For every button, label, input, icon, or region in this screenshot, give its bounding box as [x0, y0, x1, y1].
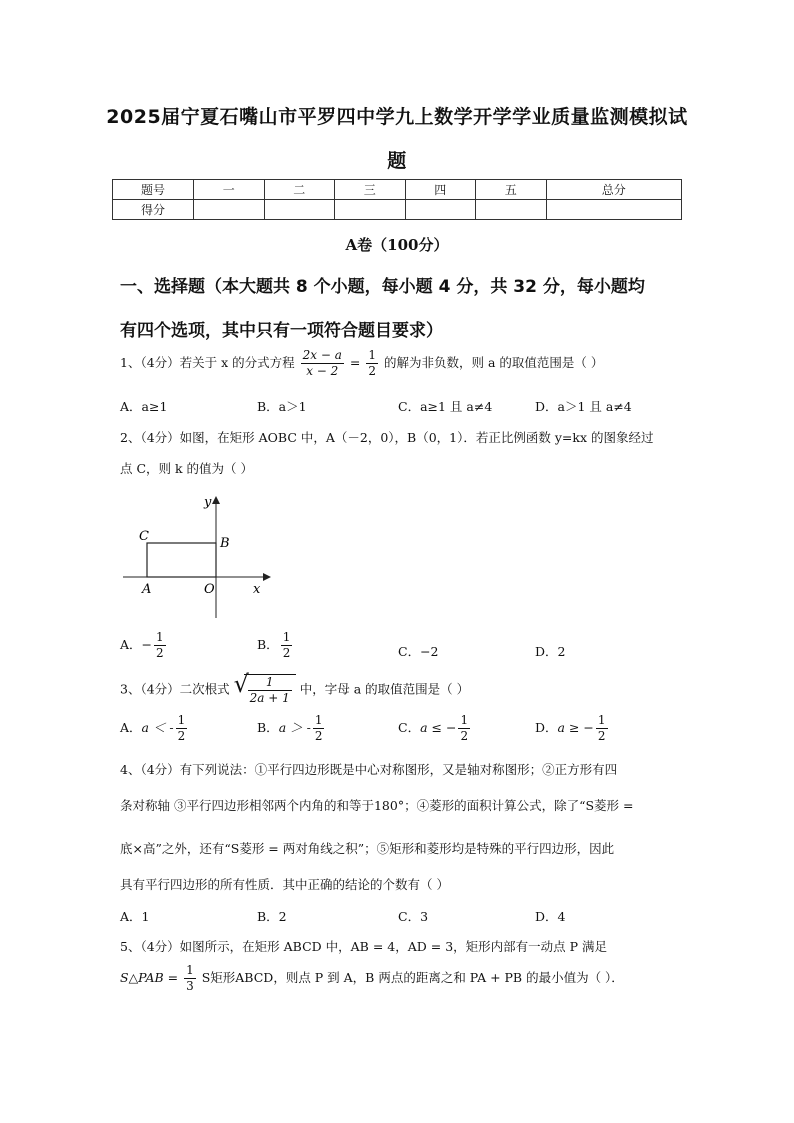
q3-radical [233, 670, 296, 706]
q3-option-b-num: 1 [314, 713, 323, 727]
q1-suffix: 的解为非负数，则 a 的取值范围是（ ） [383, 355, 604, 370]
q3-option-d-rel: a ≥ − [557, 720, 594, 735]
q3-option-c-num: 1 [460, 713, 469, 727]
q3-option-c-rel: a ≤ − [420, 720, 457, 735]
q3-option-a-label: A． [120, 720, 142, 735]
q3-option-d-den: 2 [597, 729, 606, 743]
q5-s-right: S矩形ABCD，则点 P 到 A，B 两点的距离之和 PA + PB 的最小值为（ ）． [201, 970, 624, 985]
label-y: y [204, 495, 212, 510]
score-input-cell[interactable] [194, 200, 265, 220]
q1-option-a[interactable]: A．a≥1 [120, 399, 168, 414]
score-cell: 五 [476, 180, 547, 200]
q3-option-a-fraction [176, 713, 188, 744]
score-cell: 三 [335, 180, 406, 200]
q2-option-c-text: −2 [420, 644, 439, 659]
q2-option-c-label: C． [398, 644, 421, 659]
q3-option-c-den: 2 [460, 729, 469, 743]
q2-option-b-num: 1 [282, 630, 291, 644]
score-cell: 一 [194, 180, 265, 200]
score-cell: 题号 [113, 180, 194, 200]
q1-frac2-num: 1 [368, 348, 376, 362]
rectangle-aobc [147, 543, 216, 577]
score-input-cell[interactable] [335, 200, 406, 220]
q1-fraction-1 [301, 348, 344, 379]
q3-option-c[interactable] [398, 713, 472, 744]
q3-option-b-rel: a ＞ - [278, 720, 311, 735]
question-4-line2: 条对称轴 ③平行四边形相邻两个内角的和等于180°；④菱形的面积计算公式，除了“S菱形 = [120, 798, 634, 813]
exam-title-line1: 2025届宁夏石嘴山市平罗四中学九上数学开学学业质量监测模拟试 [106, 106, 688, 128]
q1-fraction-2 [366, 348, 378, 379]
q3-option-d-num: 1 [597, 713, 606, 727]
q1-frac1-den: x − 2 [306, 364, 339, 378]
q4-option-b[interactable]: B．2 [257, 909, 287, 924]
section-label: A卷（100分） [345, 236, 449, 254]
question-4-line4: 具有平行四边形的所有性质．其中正确的结论的个数有（ ） [120, 877, 449, 892]
q2-option-c[interactable] [398, 642, 439, 660]
score-cell: 四 [405, 180, 476, 200]
q2-figure [115, 490, 275, 620]
q5-s-left: S△PAB = [120, 970, 179, 985]
question-1 [120, 348, 603, 379]
part1-heading-line2: 有四个选项，其中只有一项符合题目要求） [120, 321, 443, 341]
q1-frac2-den: 2 [368, 364, 376, 378]
q2-option-a-num: 1 [156, 630, 164, 644]
q2-option-d[interactable] [535, 642, 565, 660]
score-table [112, 179, 682, 220]
q3-option-d[interactable] [535, 713, 610, 744]
q3-option-a-den: 2 [177, 729, 186, 743]
q2-option-a-sign: − [141, 637, 153, 652]
q3-option-d-fraction [596, 713, 608, 744]
q3-option-b-label: B． [257, 720, 279, 735]
q2-option-a-fraction [154, 630, 166, 661]
q1-prefix: 1、（4分）若关于 x 的分式方程 [120, 355, 295, 370]
q2-option-d-label: D． [535, 644, 558, 659]
score-input-cell[interactable] [476, 200, 547, 220]
score-table-header-row [113, 180, 682, 200]
question-2-line1: 2、（4分）如图，在矩形 AOBC 中，A（－2，0），B（0，1）．若正比例函数 y=kx 的图象经过 [120, 430, 654, 445]
question-4-line3: 底×高”之外，还有“S菱形 = 两对角线之积”；⑤矩形和菱形均是特殊的平行四边形，因此 [120, 841, 615, 856]
score-input-cell[interactable] [264, 200, 335, 220]
q3-rad-den: 2a + 1 [249, 691, 290, 705]
score-cell: 得分 [113, 200, 194, 220]
q5-frac-num: 1 [186, 963, 194, 977]
q1-option-c[interactable]: C．a≥1 且 a≠4 [398, 399, 493, 414]
q2-option-a-label: A． [120, 637, 142, 652]
q2-option-b-label: B． [257, 637, 279, 652]
y-axis-arrow [212, 496, 220, 504]
q3-rad-num: 1 [248, 675, 292, 691]
q2-option-b-den: 2 [282, 646, 291, 660]
q3-option-b-fraction [313, 713, 325, 744]
q1-equals: = [349, 355, 361, 370]
q5-fraction [184, 963, 196, 994]
q2-option-d-text: 2 [557, 644, 566, 659]
q3-option-a-num: 1 [177, 713, 186, 727]
question-5-line1: 5、（4分）如图所示，在矩形 ABCD 中，AB = 4，AD = 3，矩形内部有一动点 P 满足 [120, 939, 608, 954]
label-x: x [253, 582, 261, 597]
q3-radicand [248, 675, 292, 706]
score-cell: 二 [264, 180, 335, 200]
q2-option-a[interactable] [120, 630, 168, 661]
sqrt-symbol: √ [233, 670, 249, 698]
score-table-score-row [113, 200, 682, 220]
question-5-line2 [120, 963, 624, 994]
q2-option-b[interactable] [257, 630, 294, 661]
q1-option-b[interactable]: B．a＞1 [257, 399, 307, 414]
label-a: A [142, 582, 152, 597]
q3-option-c-label: C． [398, 720, 421, 735]
q3-suffix: 中，字母 a 的取值范围是（ ） [299, 681, 470, 697]
score-cell: 总分 [546, 180, 682, 200]
label-o: O [204, 582, 215, 597]
q3-prefix: 3、（4分）二次根式 [120, 681, 230, 697]
q1-option-d[interactable]: D．a＞1 且 a≠4 [535, 399, 632, 414]
label-b: B [220, 536, 230, 551]
score-input-cell[interactable] [405, 200, 476, 220]
q4-option-a[interactable]: A．1 [120, 909, 150, 924]
q3-option-a[interactable] [120, 713, 189, 744]
q2-option-b-fraction [281, 630, 293, 661]
exam-title-line2: 题 [387, 150, 407, 172]
q1-frac1-num: 2x − a [302, 348, 342, 362]
question-3 [120, 670, 470, 706]
score-input-cell[interactable] [546, 200, 682, 220]
x-axis-arrow [263, 573, 271, 581]
question-4-line1: 4、（4分）有下列说法：①平行四边形既是中心对称图形，又是轴对称图形；②正方形有四 [120, 762, 618, 777]
q3-option-b-den: 2 [314, 729, 323, 743]
q4-option-c[interactable]: C．3 [398, 909, 429, 924]
q3-option-a-rel: a ＜ - [141, 720, 174, 735]
q3-option-b[interactable] [257, 713, 326, 744]
q3-option-d-label: D． [535, 720, 558, 735]
part1-heading-line1: 一、选择题（本大题共 8 个小题，每小题 4 分，共 32 分，每小题均 [120, 277, 645, 297]
question-2-line2: 点 C，则 k 的值为（ ） [120, 461, 254, 476]
q4-option-d[interactable]: D．4 [535, 909, 566, 924]
q2-option-a-den: 2 [156, 646, 164, 660]
q3-option-c-fraction [458, 713, 470, 744]
label-c: C [139, 529, 149, 544]
q5-frac-den: 3 [186, 979, 194, 993]
